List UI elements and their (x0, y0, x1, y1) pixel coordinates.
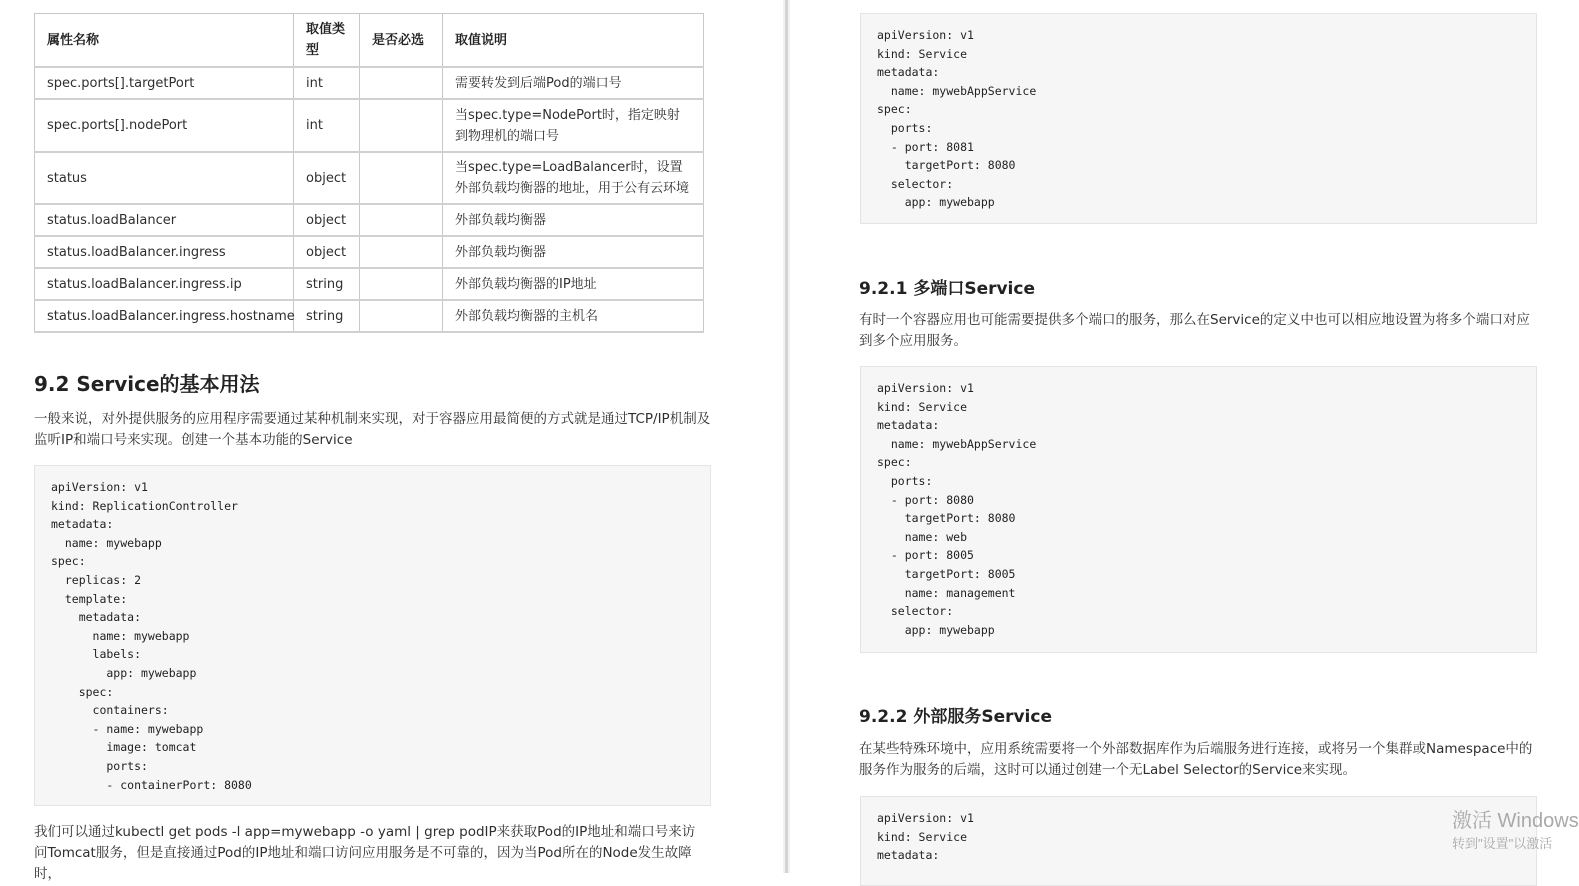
code-line: apiVersion: v1 (877, 28, 974, 42)
code-line: - name: mywebapp (51, 721, 204, 736)
cell-property: status.loadBalancer.ingress.ip (35, 268, 294, 300)
code-line: ports: (51, 758, 148, 773)
header-value-type: 取值类型 (294, 14, 360, 68)
cell-type: string (294, 268, 360, 300)
code-line: apiVersion: v1 (877, 811, 974, 825)
code-line: selector: (877, 176, 954, 191)
cell-required (360, 152, 443, 204)
code-block-multiport-service (860, 366, 1537, 653)
header-property-name: 属性名称 (35, 14, 294, 68)
table-row (35, 204, 704, 236)
table-row (35, 67, 704, 99)
code-line: name: web (877, 529, 968, 544)
table-row (35, 300, 704, 332)
code-line: image: tomcat (51, 740, 197, 755)
cell-property: status.loadBalancer.ingress (35, 236, 294, 268)
cell-required (360, 99, 443, 152)
page-left (0, 0, 783, 882)
code-line: apiVersion: v1 (51, 480, 148, 494)
cell-description: 需要转发到后端Pod的端口号 (443, 67, 704, 99)
header-required: 是否必选 (360, 14, 443, 68)
cell-required (360, 204, 443, 236)
code-line: kind: Service (877, 399, 968, 414)
code-line: name: mywebapp (51, 535, 162, 550)
code-line: template: (51, 591, 128, 606)
cell-type: int (294, 99, 360, 152)
code-line: selector: (877, 604, 954, 619)
section-9-2-intro: 一般来说，对外提供服务的应用程序需要通过某种机制来实现，对于容器应用最简便的方式就是通过TCP/IP机制及监听IP和端口号来实现。创建一个基本功能的Service (34, 411, 711, 448)
code-line: - port: 8081 (877, 139, 974, 154)
watermark-subtitle: 转到"设置"以激活 (1452, 836, 1553, 851)
table-row (35, 152, 704, 204)
cell-property: spec.ports[].nodePort (35, 99, 294, 152)
cell-type: object (294, 204, 360, 236)
code-line: app: mywebapp (877, 195, 995, 210)
cell-type: string (294, 300, 360, 332)
cell-required (360, 268, 443, 300)
cell-description: 外部负载均衡器的IP地址 (443, 268, 704, 300)
code-line: spec: (877, 102, 912, 117)
section-heading-9-2-2: 9.2.2 外部服务Service (859, 707, 1052, 727)
code-line: - containerPort: 8080 (51, 777, 252, 792)
page-separator (783, 0, 790, 873)
code-line: metadata: (877, 418, 940, 433)
cell-required (360, 300, 443, 332)
table-row (35, 99, 704, 152)
code-line: metadata: (877, 65, 940, 80)
cell-property: status.loadBalancer (35, 204, 294, 236)
code-line: targetPort: 8080 (877, 511, 1016, 526)
code-block-replication-controller (34, 465, 711, 806)
code-line: targetPort: 8005 (877, 566, 1016, 581)
table-row (35, 268, 704, 300)
code-line: spec: (51, 554, 86, 569)
cell-type: object (294, 152, 360, 204)
cell-type: object (294, 236, 360, 268)
cell-required (360, 236, 443, 268)
cell-property: status (35, 152, 294, 204)
code-line: spec: (877, 455, 912, 470)
cell-description: 当spec.type=LoadBalancer时，设置外部负载均衡器的地址，用于公有云环境 (443, 152, 704, 204)
code-line: - port: 8080 (877, 492, 974, 507)
section-9-2-after-text: 我们可以通过kubectl get pods -l app=mywebapp -o yaml | grep podIP来获取Pod的IP地址和端口号来访问Tomcat服务，但是直接通过Pod的IP地址和端口访问应用服务是不可靠的，因为当Pod所在的Node发生故障时， (34, 824, 696, 882)
table-row (35, 236, 704, 268)
code-line: containers: (51, 703, 169, 718)
cell-description: 外部负载均衡器 (443, 236, 704, 268)
code-line: name: management (877, 585, 1016, 600)
code-line: name: mywebAppService (877, 83, 1037, 98)
code-line: metadata: (51, 517, 114, 532)
page-right (790, 0, 1575, 873)
code-line: kind: Service (877, 46, 968, 61)
watermark-title: 激活 Windows (1452, 810, 1579, 832)
code-line: metadata: (51, 610, 142, 625)
section-9-2-2-text: 在某些特殊环境中，应用系统需要将一个外部数据库作为后端服务进行连接，或将另一个集群或Namespace中的服务作为服务的后端，这时可以通过创建一个无Label Selector的Service来实现。 (859, 741, 1533, 778)
cell-property: spec.ports[].targetPort (35, 67, 294, 99)
cell-description: 当spec.type=NodePort时，指定映射到物理机的端口号 (443, 99, 704, 152)
code-line: labels: (51, 647, 142, 662)
code-block-external-service (860, 796, 1537, 886)
cell-required (360, 67, 443, 99)
section-heading-9-2: 9.2 Service的基本用法 (34, 372, 260, 396)
code-line: app: mywebapp (877, 622, 995, 637)
service-properties-table (34, 13, 704, 333)
code-line: apiVersion: v1 (877, 381, 974, 395)
code-line: ports: (877, 473, 933, 488)
code-line: replicas: 2 (51, 572, 142, 587)
code-line: name: mywebAppService (877, 436, 1037, 451)
code-line: spec: (51, 684, 114, 699)
code-line: ports: (877, 120, 933, 135)
header-description: 取值说明 (443, 14, 704, 68)
page-separator-line (785, 0, 788, 873)
code-line: kind: ReplicationController (51, 498, 238, 513)
code-line: name: mywebapp (51, 628, 190, 643)
code-line: kind: Service (877, 829, 968, 844)
code-line: targetPort: 8080 (877, 158, 1016, 173)
section-heading-9-2-1: 9.2.1 多端口Service (859, 279, 1035, 299)
code-line: app: mywebapp (51, 665, 197, 680)
code-line: metadata: (877, 848, 940, 863)
cell-description: 外部负载均衡器 (443, 204, 704, 236)
cell-type: int (294, 67, 360, 99)
table-header-row (35, 14, 704, 68)
code-line: - port: 8005 (877, 548, 974, 563)
cell-property: status.loadBalancer.ingress.hostname (35, 300, 294, 332)
windows-activation-watermark (1452, 808, 1579, 854)
code-block-service (860, 13, 1537, 224)
section-9-2-1-text: 有时一个容器应用也可能需要提供多个端口的服务，那么在Service的定义中也可以相应地设置为将多个端口对应到多个应用服务。 (859, 312, 1530, 349)
cell-description: 外部负载均衡器的主机名 (443, 300, 704, 332)
